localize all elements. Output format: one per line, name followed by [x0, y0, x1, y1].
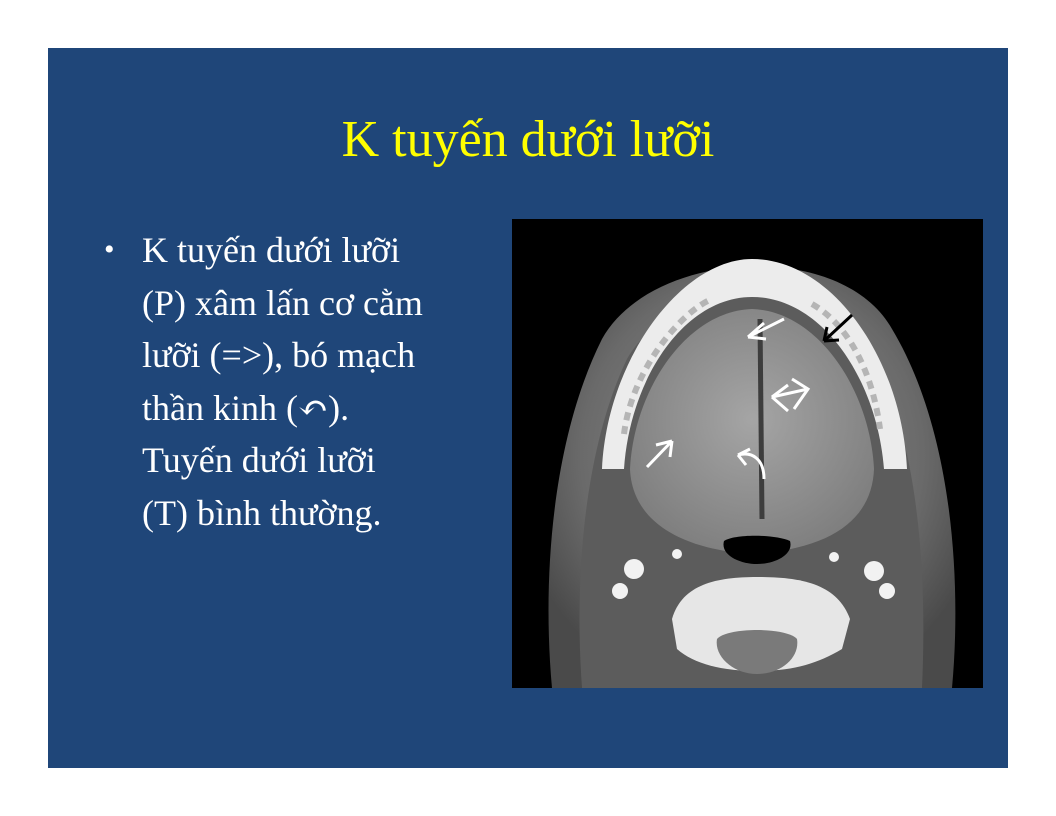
ct-scan-drawing [512, 219, 983, 688]
ct-scan-image [512, 219, 983, 688]
lingual-septum [760, 319, 762, 519]
bullet-text-block [104, 224, 496, 539]
slide-title: K tuyến dưới lưỡi [341, 111, 715, 168]
body-line-2: (P) xâm lấn cơ cằm [142, 282, 423, 323]
body-line-5: Tuyến dưới lưỡi [142, 440, 376, 480]
body-line-1: K tuyến dưới lưỡi [142, 230, 401, 270]
body-line-6: (T) bình thường. [142, 492, 382, 533]
bullet-icon: • [104, 233, 115, 266]
body-line-3: lưỡi (=>), bó mạch [142, 335, 416, 375]
body-line-4: thần kinh (↶). [142, 387, 350, 428]
